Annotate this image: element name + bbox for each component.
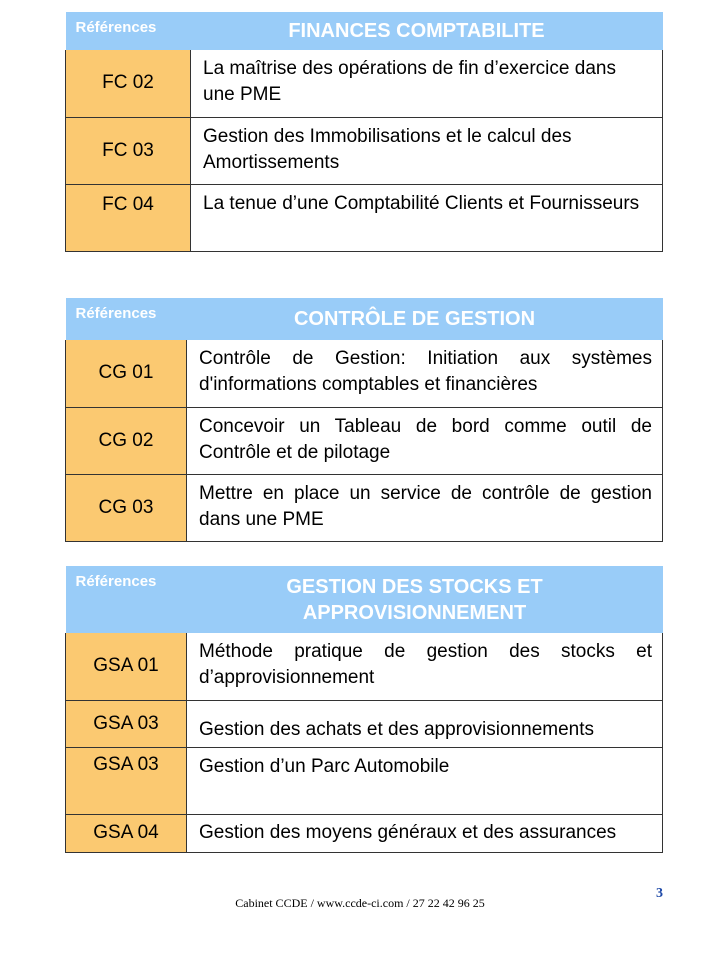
course-code: CG 01	[66, 340, 187, 407]
course-code: CG 03	[66, 474, 187, 541]
course-code: FC 04	[66, 184, 191, 251]
table-controle-de-gestion	[65, 298, 663, 542]
course-description: La tenue d’une Comptabilité Clients et Fournisseurs	[191, 184, 663, 251]
references-label: Références	[66, 566, 187, 633]
table-row	[66, 700, 663, 747]
table-row	[66, 117, 663, 184]
table-row	[66, 50, 663, 117]
table-row	[66, 747, 663, 814]
course-description: Méthode pratique de gestion des stocks et d’approvisionnement	[187, 633, 663, 700]
section-title: CONTRÔLE DE GESTION	[187, 298, 663, 340]
course-description: Concevoir un Tableau de bord comme outil de Contrôle et de pilotage	[187, 407, 663, 474]
course-description: Gestion des achats et des approvisionnements	[187, 700, 663, 747]
page-footer: Cabinet CCDE / www.ccde-ci.com / 27 22 42 96 25	[235, 896, 485, 910]
course-code: CG 02	[66, 407, 187, 474]
table-gestion-des-stocks	[65, 566, 663, 853]
course-description: La maîtrise des opérations de fin d’exercice dans une PME	[191, 50, 663, 117]
course-code: FC 03	[66, 117, 191, 184]
course-code: GSA 03	[66, 747, 187, 814]
course-description: Gestion des moyens généraux et des assurances	[187, 814, 663, 852]
course-description: Mettre en place un service de contrôle de gestion dans une PME	[187, 474, 663, 541]
course-description: Gestion des Immobilisations et le calcul des Amortissements	[191, 117, 663, 184]
page-number: 3	[656, 886, 663, 901]
table-row	[66, 633, 663, 700]
course-code: GSA 01	[66, 633, 187, 700]
table-finances-comptabilite	[65, 12, 663, 252]
course-code: FC 02	[66, 50, 191, 117]
table-row	[66, 184, 663, 251]
references-label: Références	[66, 298, 187, 340]
section-title: GESTION DES STOCKS ET APPROVISIONNEMENT	[187, 566, 663, 633]
section-title: FINANCES COMPTABILITE	[191, 12, 663, 50]
course-code: GSA 04	[66, 814, 187, 852]
course-description: Gestion d’un Parc Automobile	[187, 747, 663, 814]
references-label: Références	[66, 12, 191, 50]
course-code: GSA 03	[66, 700, 187, 747]
table-row	[66, 474, 663, 541]
table-row	[66, 407, 663, 474]
table-row	[66, 340, 663, 407]
course-description: Contrôle de Gestion: Initiation aux systèmes d'informations comptables et financières	[187, 340, 663, 407]
table-row	[66, 814, 663, 852]
